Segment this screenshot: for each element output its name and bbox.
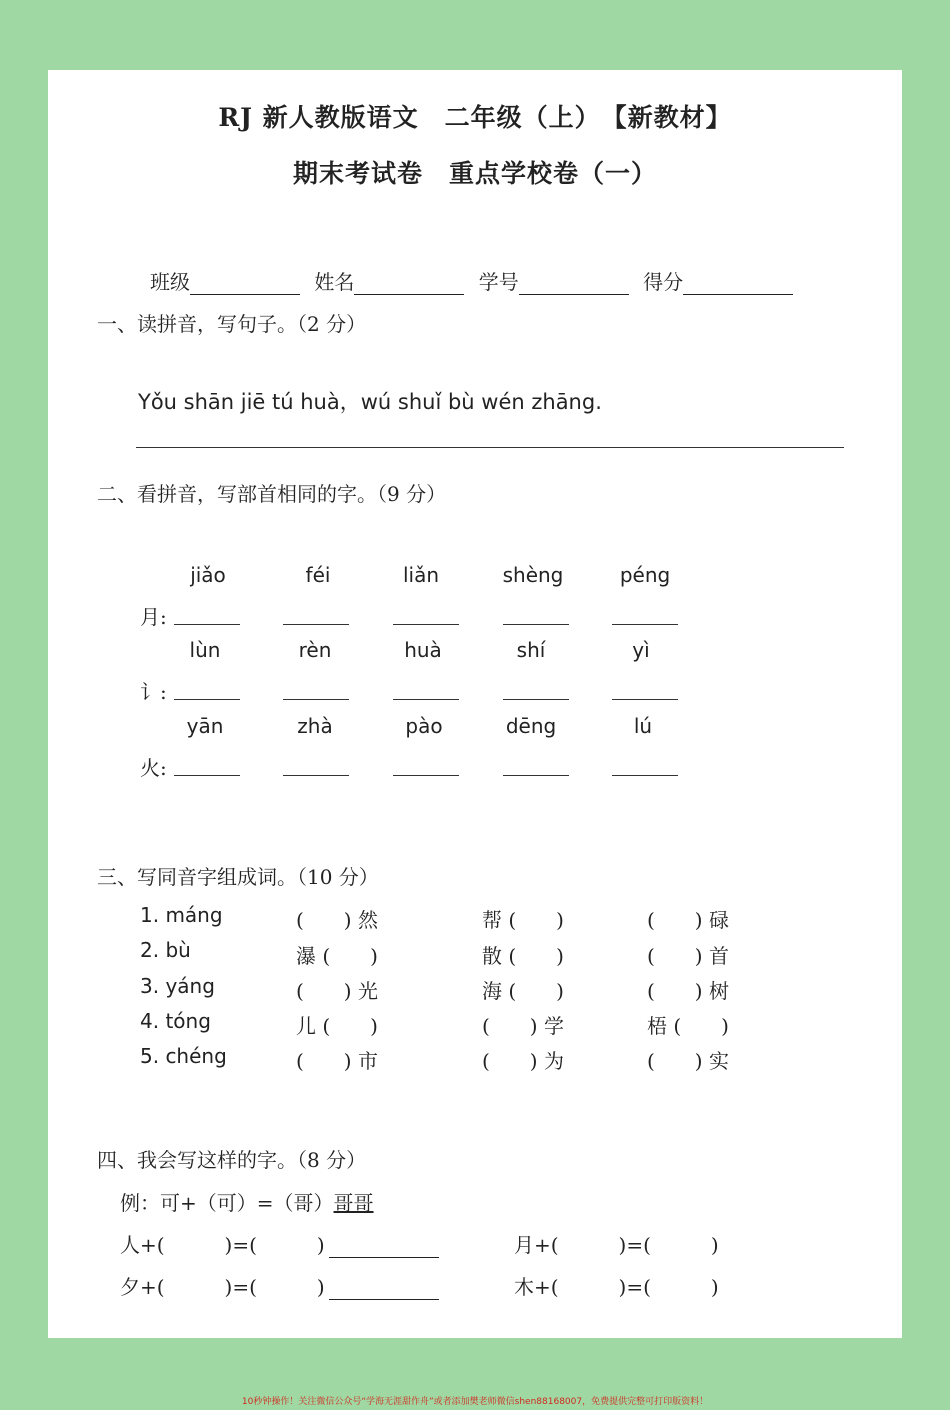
compose-formula: 夕+( )=( )	[120, 1275, 325, 1299]
answer-blank[interactable]	[612, 624, 678, 625]
score-label: 得分	[643, 270, 684, 294]
compose-formula: 人+( )=( )	[120, 1233, 325, 1257]
section-1-pinyin: Yǒu shān jiē tú huà，wú shuǐ bù wén zhāng.	[138, 390, 602, 414]
example-prefix: 例：可+（可）=（哥）	[120, 1191, 334, 1215]
id-label: 学号	[478, 270, 519, 294]
compose-item: 木+( )=( )	[514, 1275, 719, 1299]
compose-answer-blank[interactable]	[329, 1279, 439, 1300]
homophone-label: 5. chéng	[140, 1044, 227, 1068]
pinyin-label: huà	[404, 638, 442, 662]
word-item: ( ) 光	[296, 979, 378, 1003]
answer-blank[interactable]	[283, 624, 349, 625]
answer-blank[interactable]	[612, 699, 678, 700]
word-item: ( ) 树	[647, 979, 729, 1003]
section-2-title: 二、看拼音，写部首相同的字。（9 分）	[97, 482, 447, 506]
compose-item: 月+( )=( )	[514, 1233, 719, 1257]
class-label: 班级	[150, 270, 190, 294]
compose-item	[120, 1271, 439, 1300]
homophone-label: 1. máng	[140, 903, 223, 927]
answer-blank[interactable]	[393, 624, 459, 625]
score-field[interactable]	[683, 274, 793, 295]
answer-blank[interactable]	[503, 624, 569, 625]
pinyin-label: yì	[632, 638, 650, 662]
radical-label: 月:	[140, 605, 167, 629]
word-item: ( ) 实	[647, 1049, 729, 1073]
pinyin-label: lùn	[189, 638, 221, 662]
word-item: ( ) 然	[296, 908, 378, 932]
word-item: ( ) 碌	[647, 908, 729, 932]
answer-blank[interactable]	[503, 775, 569, 776]
example-row	[120, 1187, 374, 1216]
footer-notice: 10秒钟操作！关注微信公众号“学海无涯甜作舟”或者添加樊老师微信shen88168007，免费提供完整可打印版资料！	[241, 1397, 709, 1407]
example-answer: 哥哥	[333, 1191, 374, 1215]
pinyin-label: lú	[633, 714, 653, 738]
pinyin-label: shèng	[502, 563, 564, 587]
section-1-answer-line[interactable]	[136, 447, 844, 448]
word-item: 瀑 ( )	[296, 944, 378, 968]
pinyin-label: liǎn	[402, 563, 440, 587]
class-field[interactable]	[190, 274, 300, 295]
pinyin-label: féi	[305, 563, 331, 587]
pinyin-label: péng	[619, 563, 671, 587]
section-3-title: 三、写同音字组成词。（10 分）	[97, 865, 379, 889]
homophone-label: 3. yáng	[140, 974, 215, 998]
name-field[interactable]	[354, 274, 464, 295]
word-item: 儿 ( )	[296, 1014, 378, 1038]
word-item: 梧 ( )	[647, 1014, 729, 1038]
pinyin-label: dēng	[505, 714, 557, 738]
answer-blank[interactable]	[174, 624, 240, 625]
title-line-2: 期末考试卷 重点学校卷（一）	[292, 159, 657, 188]
homophone-label: 4. tóng	[140, 1009, 211, 1033]
id-field[interactable]	[519, 274, 629, 295]
section-4-title: 四、我会写这样的字。（8 分）	[97, 1148, 367, 1172]
answer-blank[interactable]	[283, 775, 349, 776]
section-1-title: 一、读拼音，写句子。（2 分）	[97, 312, 367, 336]
pinyin-label: yān	[186, 714, 224, 738]
pinyin-label: zhà	[297, 714, 333, 738]
word-item: ( ) 为	[482, 1049, 564, 1073]
answer-blank[interactable]	[612, 775, 678, 776]
compose-answer-blank[interactable]	[329, 1237, 439, 1258]
radical-label: 讠:	[140, 680, 167, 704]
pinyin-label: pào	[405, 714, 443, 738]
word-item: ( ) 学	[482, 1014, 564, 1038]
word-item: 海 ( )	[482, 979, 564, 1003]
word-item: 散 ( )	[482, 944, 564, 968]
answer-blank[interactable]	[174, 699, 240, 700]
compose-item	[120, 1229, 439, 1258]
name-label: 姓名	[314, 270, 355, 294]
answer-blank[interactable]	[503, 699, 569, 700]
pinyin-label: shí	[516, 638, 546, 662]
word-item: ( ) 首	[647, 944, 729, 968]
homophone-label: 2. bù	[140, 938, 191, 962]
pinyin-label: jiǎo	[190, 563, 226, 587]
title-line-1: RJ 新人教版语文 二年级（上） 【新教材】	[218, 103, 732, 132]
word-item: ( ) 市	[296, 1049, 378, 1073]
pinyin-label: rèn	[298, 638, 332, 662]
answer-blank[interactable]	[393, 699, 459, 700]
student-info-row	[150, 266, 793, 295]
answer-blank[interactable]	[283, 699, 349, 700]
word-item: 帮 ( )	[482, 908, 564, 932]
answer-blank[interactable]	[393, 775, 459, 776]
radical-label: 火:	[140, 756, 167, 780]
answer-blank[interactable]	[174, 775, 240, 776]
